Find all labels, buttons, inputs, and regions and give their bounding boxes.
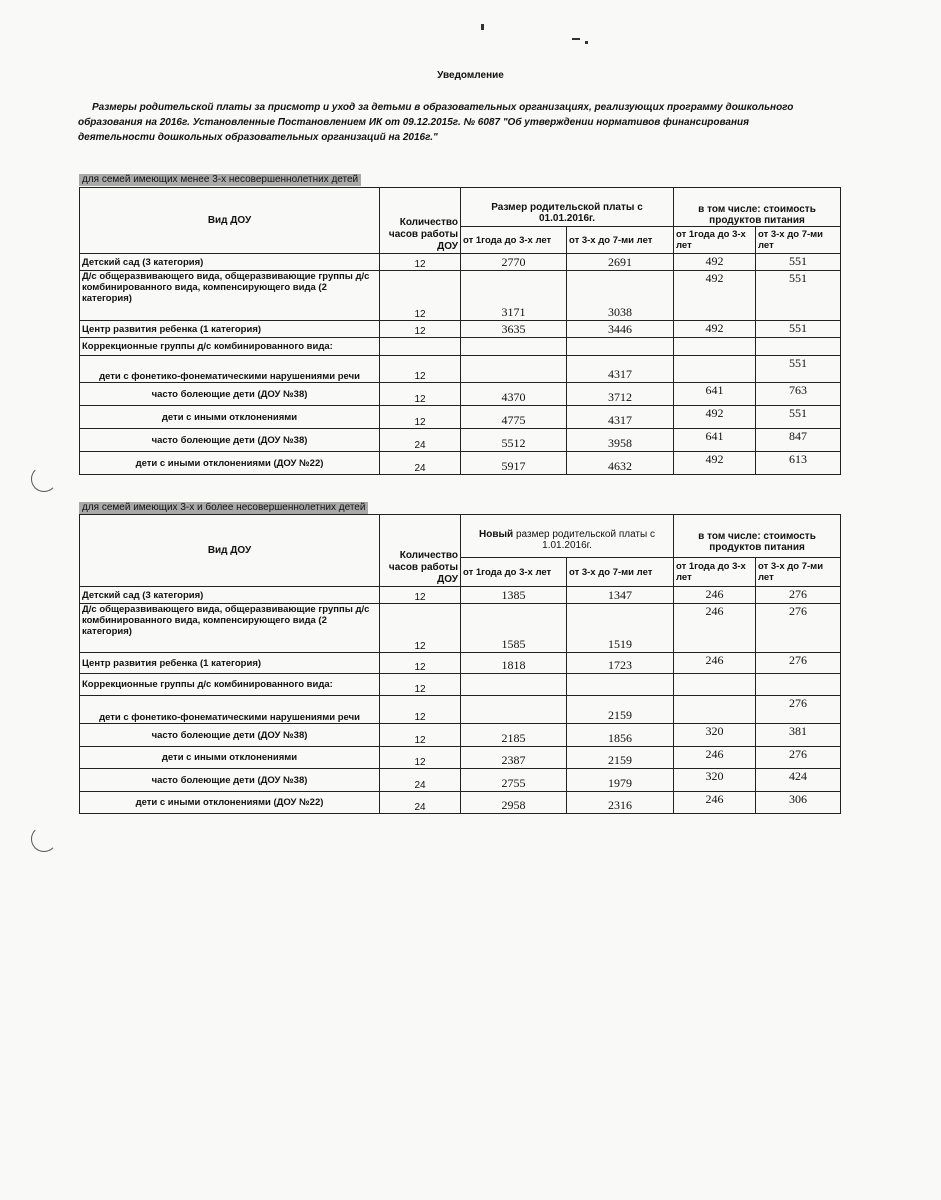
row-hours: 24	[380, 429, 461, 452]
header-type: Вид ДОУ	[80, 515, 380, 587]
row-food-age2: 847	[756, 429, 841, 452]
row-hours: 24	[380, 452, 461, 475]
row-fee-age2: 1347	[567, 587, 674, 604]
row-fee-age1: 3635	[461, 321, 567, 338]
header-food: в том числе: стоимость продуктов питания	[674, 515, 841, 558]
header-food-age1: от 1года до 3-х лет	[674, 558, 756, 587]
row-name: дети с иными отклонениями	[80, 747, 380, 769]
row-food-age1: 492	[674, 271, 756, 321]
row-food-age2: 551	[756, 406, 841, 429]
row-fee-age1: 1818	[461, 653, 567, 674]
row-food-age2: 276	[756, 653, 841, 674]
section2-label: для семей имеющих 3-х и более несовершеннолетних детей	[79, 502, 368, 514]
document-title: Уведомление	[437, 70, 504, 81]
row-fee-age2: 1856	[567, 724, 674, 747]
section1-label: для семей имеющих менее 3-х несовершеннолетних детей	[79, 174, 361, 186]
row-food-age1: 246	[674, 792, 756, 814]
row-food-age2: 613	[756, 452, 841, 475]
table-row	[80, 254, 841, 271]
row-hours: 12	[380, 724, 461, 747]
scan-speck	[572, 38, 580, 40]
row-hours: 12	[380, 271, 461, 321]
row-name: Коррекционные группы д/с комбинированного вида:	[80, 338, 380, 356]
row-fee-age1: 5917	[461, 452, 567, 475]
row-food-age1: 246	[674, 604, 756, 653]
header-hours: Количество часов работы ДОУ	[380, 188, 461, 254]
row-fee-age1: 2958	[461, 792, 567, 814]
row-fee-age1: 4775	[461, 406, 567, 429]
margin-mark	[31, 826, 57, 852]
row-food-age1	[674, 356, 756, 383]
row-fee-age1: 2185	[461, 724, 567, 747]
row-name: дети с иными отклонениями	[80, 406, 380, 429]
table-row	[80, 587, 841, 604]
document-intro	[78, 100, 838, 145]
row-food-age1: 320	[674, 769, 756, 792]
row-fee-age1	[461, 696, 567, 724]
row-fee-age2: 1723	[567, 653, 674, 674]
section2-table	[79, 514, 841, 814]
row-fee-age1	[461, 356, 567, 383]
row-food-age2: 381	[756, 724, 841, 747]
row-name: Детский сад (3 категория)	[80, 587, 380, 604]
row-food-age2	[756, 674, 841, 696]
row-name: часто болеющие дети (ДОУ №38)	[80, 429, 380, 452]
row-fee-age1: 2755	[461, 769, 567, 792]
header-age1: от 1года до 3-х лет	[461, 227, 567, 254]
scan-speck	[585, 41, 588, 44]
row-fee-age2: 2159	[567, 747, 674, 769]
row-food-age1: 246	[674, 653, 756, 674]
header-fee: Размер родительской платы с 01.01.2016г.	[461, 188, 674, 227]
row-name: Д/с общеразвивающего вида, общеразвивающие группы д/с комбинированного вида, компенсирующего вида (2 категория)	[80, 604, 380, 653]
row-fee-age1: 3171	[461, 271, 567, 321]
row-hours: 12	[380, 383, 461, 406]
row-fee-age2: 2691	[567, 254, 674, 271]
header-hours: Количество часов работы ДОУ	[380, 515, 461, 587]
row-food-age1	[674, 696, 756, 724]
row-name: Центр развития ребенка (1 категория)	[80, 653, 380, 674]
row-food-age2: 276	[756, 604, 841, 653]
row-fee-age2	[567, 674, 674, 696]
row-food-age1	[674, 338, 756, 356]
row-fee-age1: 5512	[461, 429, 567, 452]
row-fee-age2: 2159	[567, 696, 674, 724]
row-food-age2: 551	[756, 321, 841, 338]
header-fee-rest: размер родительской платы с 1.01.2016г.	[515, 529, 655, 551]
table-row	[80, 696, 841, 724]
intro-line-3: деятельности дошкольных образовательных организаций на 2016г."	[78, 132, 438, 143]
row-name: дети с иными отклонениями (ДОУ №22)	[80, 452, 380, 475]
table-row	[80, 271, 841, 321]
header-fee	[461, 515, 674, 558]
row-food-age1: 246	[674, 587, 756, 604]
row-fee-age2: 4632	[567, 452, 674, 475]
section1-table	[79, 187, 841, 475]
row-hours: 12	[380, 406, 461, 429]
table-row	[80, 356, 841, 383]
row-fee-age2	[567, 338, 674, 356]
row-food-age1: 492	[674, 254, 756, 271]
row-hours: 12	[380, 696, 461, 724]
row-name: часто болеющие дети (ДОУ №38)	[80, 724, 380, 747]
table-row	[80, 383, 841, 406]
row-hours: 12	[380, 356, 461, 383]
row-fee-age1: 1585	[461, 604, 567, 653]
row-name: Центр развития ребенка (1 категория)	[80, 321, 380, 338]
row-food-age2: 551	[756, 254, 841, 271]
header-type: Вид ДОУ	[80, 188, 380, 254]
header-food-age2: от 3-х до 7-ми лет	[756, 558, 841, 587]
row-fee-age1: 4370	[461, 383, 567, 406]
table-row	[80, 406, 841, 429]
table-row	[80, 604, 841, 653]
table-row	[80, 792, 841, 814]
row-food-age1: 641	[674, 429, 756, 452]
table-row	[80, 724, 841, 747]
row-hours: 12	[380, 747, 461, 769]
header-age1: от 1года до 3-х лет	[461, 558, 567, 587]
row-fee-age2: 1519	[567, 604, 674, 653]
row-fee-age2: 2316	[567, 792, 674, 814]
row-hours: 12	[380, 321, 461, 338]
row-fee-age1: 2387	[461, 747, 567, 769]
header-food: в том числе: стоимость продуктов питания	[674, 188, 841, 227]
header-food-age2: от 3-х до 7-ми лет	[756, 227, 841, 254]
row-food-age2: 276	[756, 587, 841, 604]
row-fee-age2: 3038	[567, 271, 674, 321]
row-hours: 24	[380, 769, 461, 792]
row-food-age2: 551	[756, 356, 841, 383]
table-row	[80, 321, 841, 338]
row-fee-age2: 1979	[567, 769, 674, 792]
row-hours: 12	[380, 674, 461, 696]
table-row	[80, 338, 841, 356]
header-age2: от 3-х до 7-ми лет	[567, 227, 674, 254]
header-age2: от 3-х до 7-ми лет	[567, 558, 674, 587]
scan-speck	[481, 24, 484, 30]
row-fee-age2: 3958	[567, 429, 674, 452]
row-fee-age2: 3712	[567, 383, 674, 406]
row-hours	[380, 338, 461, 356]
row-food-age2: 551	[756, 271, 841, 321]
row-food-age2: 306	[756, 792, 841, 814]
row-fee-age1: 2770	[461, 254, 567, 271]
row-food-age2: 276	[756, 747, 841, 769]
row-food-age1: 320	[674, 724, 756, 747]
row-name: часто болеющие дети (ДОУ №38)	[80, 383, 380, 406]
row-name: дети с фонетико-фонематическими нарушениями речи	[80, 696, 380, 724]
row-fee-age1	[461, 674, 567, 696]
row-hours: 12	[380, 587, 461, 604]
table-row	[80, 452, 841, 475]
row-food-age1	[674, 674, 756, 696]
intro-line-1: Размеры родительской платы за присмотр и уход за детьми в образовательных организациях, реализующих программу дошкольного	[92, 102, 794, 113]
row-name: Детский сад (3 категория)	[80, 254, 380, 271]
row-food-age1: 641	[674, 383, 756, 406]
margin-mark	[31, 466, 57, 492]
table-row	[80, 674, 841, 696]
row-name: дети с фонетико-фонематическими нарушениями речи	[80, 356, 380, 383]
row-fee-age2: 4317	[567, 356, 674, 383]
row-fee-age2: 4317	[567, 406, 674, 429]
row-food-age2: 763	[756, 383, 841, 406]
row-name: Коррекционные группы д/с комбинированного вида:	[80, 674, 380, 696]
row-food-age2: 276	[756, 696, 841, 724]
row-food-age1: 246	[674, 747, 756, 769]
row-name: Д/с общеразвивающего вида, общеразвивающие группы д/с комбинированного вида, компенсирующего вида (2 категория)	[80, 271, 380, 321]
row-hours: 12	[380, 604, 461, 653]
table-row	[80, 653, 841, 674]
table-row	[80, 769, 841, 792]
table-row	[80, 429, 841, 452]
row-hours: 24	[380, 792, 461, 814]
row-hours: 12	[380, 653, 461, 674]
row-food-age2	[756, 338, 841, 356]
header-food-age1: от 1года до 3-х лет	[674, 227, 756, 254]
row-food-age1: 492	[674, 321, 756, 338]
row-fee-age1	[461, 338, 567, 356]
row-food-age1: 492	[674, 406, 756, 429]
row-fee-age1: 1385	[461, 587, 567, 604]
row-name: часто болеющие дети (ДОУ №38)	[80, 769, 380, 792]
row-hours: 12	[380, 254, 461, 271]
row-food-age1: 492	[674, 452, 756, 475]
table-row	[80, 747, 841, 769]
intro-line-2: образования на 2016г. Установленные Постановлением ИК от 09.12.2015г. № 6087 "Об утверждении нормативов финансирования	[78, 117, 750, 128]
row-fee-age2: 3446	[567, 321, 674, 338]
row-name: дети с иными отклонениями (ДОУ №22)	[80, 792, 380, 814]
row-food-age2: 424	[756, 769, 841, 792]
header-fee-bold: Новый	[479, 529, 514, 540]
